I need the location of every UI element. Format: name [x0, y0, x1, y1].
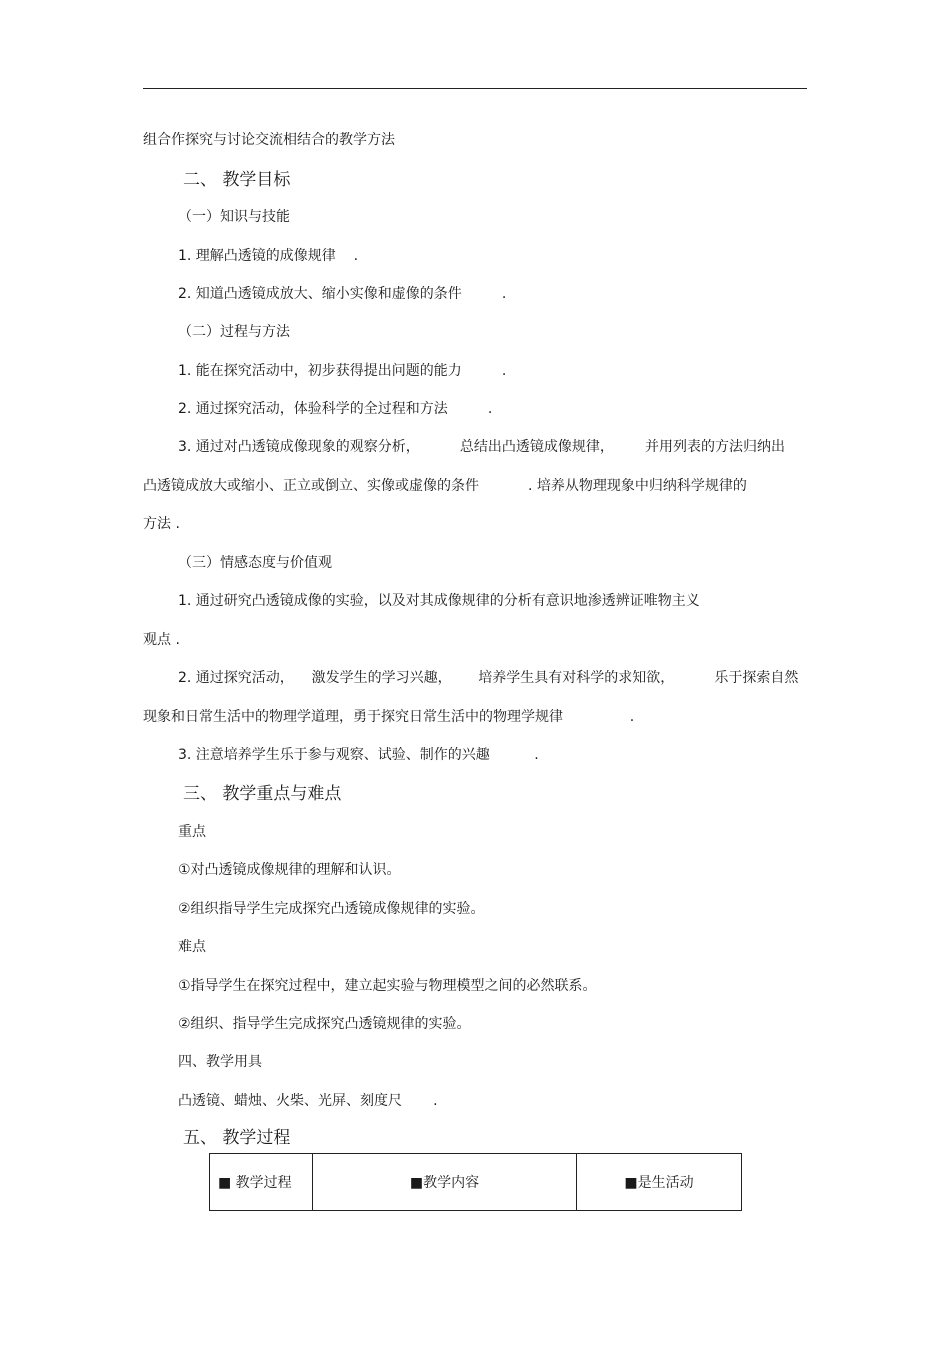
header-cell-process: ■ 教学过程 [210, 1154, 313, 1211]
keypoint-item-1: ①对凸透镜成像规律的理解和认识。 [178, 862, 401, 878]
difficulty-item-2: ②组织、指导学生完成探究凸透镜规律的实验。 [178, 1016, 471, 1032]
keypoint-label: 重点 [178, 824, 206, 840]
tools-list: 凸透镜、蜡烛、火柴、光屏、刻度尺 . [178, 1093, 438, 1109]
intro-line: 组合作探究与讨论交流相结合的教学方法 [143, 132, 395, 148]
knowledge-item-2: 2. 知道凸透镜成放大、缩小实像和虚像的条件 . [178, 286, 507, 302]
keypoint-item-2: ②组织指导学生完成探究凸透镜成像规律的实验。 [178, 901, 485, 917]
header-cell-activity: ■是生活动 [577, 1154, 742, 1211]
attitude-item-3: 3. 注意培养学生乐于参与观察、试验、制作的兴趣 . [178, 747, 539, 763]
section-heading-keypoints: 三、 教学重点与难点 [183, 784, 342, 804]
process-item-2: 2. 通过探究活动，体验科学的全过程和方法 . [178, 401, 493, 417]
attitude-item-2: 2. 通过探究活动， 激发学生的学习兴趣， 培养学生具有对科学的求知欲， 乐于探索自然 [178, 670, 799, 686]
teaching-process-table [209, 1153, 742, 1211]
section-heading-tools: 四、教学用具 [178, 1054, 262, 1070]
process-item-1: 1. 能在探究活动中，初步获得提出问题的能力 . [178, 363, 507, 379]
process-item-3: 3. 通过对凸透镜成像现象的观察分析， 总结出凸透镜成像规律， 并用列表的方法归纳出 [178, 439, 786, 455]
process-item-3-cont: 凸透镜成放大或缩小、正立或倒立、实像或虚像的条件 . 培养从物理现象中归纳科学规律的 [143, 478, 747, 494]
section-heading-goals: 二、 教学目标 [183, 170, 291, 190]
subsection-process: （二）过程与方法 [178, 324, 290, 340]
subsection-attitude: （三）情感态度与价值观 [178, 555, 332, 571]
table-header-row [210, 1154, 742, 1211]
section-heading-process: 五、 教学过程 [183, 1128, 291, 1148]
attitude-item-1: 1. 通过研究凸透镜成像的实验，以及对其成像规律的分析有意识地渗透辨证唯物主义 [178, 593, 700, 609]
header-cell-content: ■教学内容 [313, 1154, 577, 1211]
difficulty-item-1: ①指导学生在探究过程中，建立起实验与物理模型之间的必然联系。 [178, 978, 597, 994]
header-rule [143, 88, 807, 89]
attitude-item-1-cont: 观点 . [143, 632, 180, 648]
difficulty-label: 难点 [178, 939, 206, 955]
process-item-3-end: 方法 . [143, 516, 180, 532]
attitude-item-2-cont: 现象和日常生活中的物理学道理，勇于探究日常生活中的物理学规律 . [143, 709, 635, 725]
knowledge-item-1: 1. 理解凸透镜的成像规律 . [178, 248, 359, 264]
subsection-knowledge: （一）知识与技能 [178, 209, 290, 225]
